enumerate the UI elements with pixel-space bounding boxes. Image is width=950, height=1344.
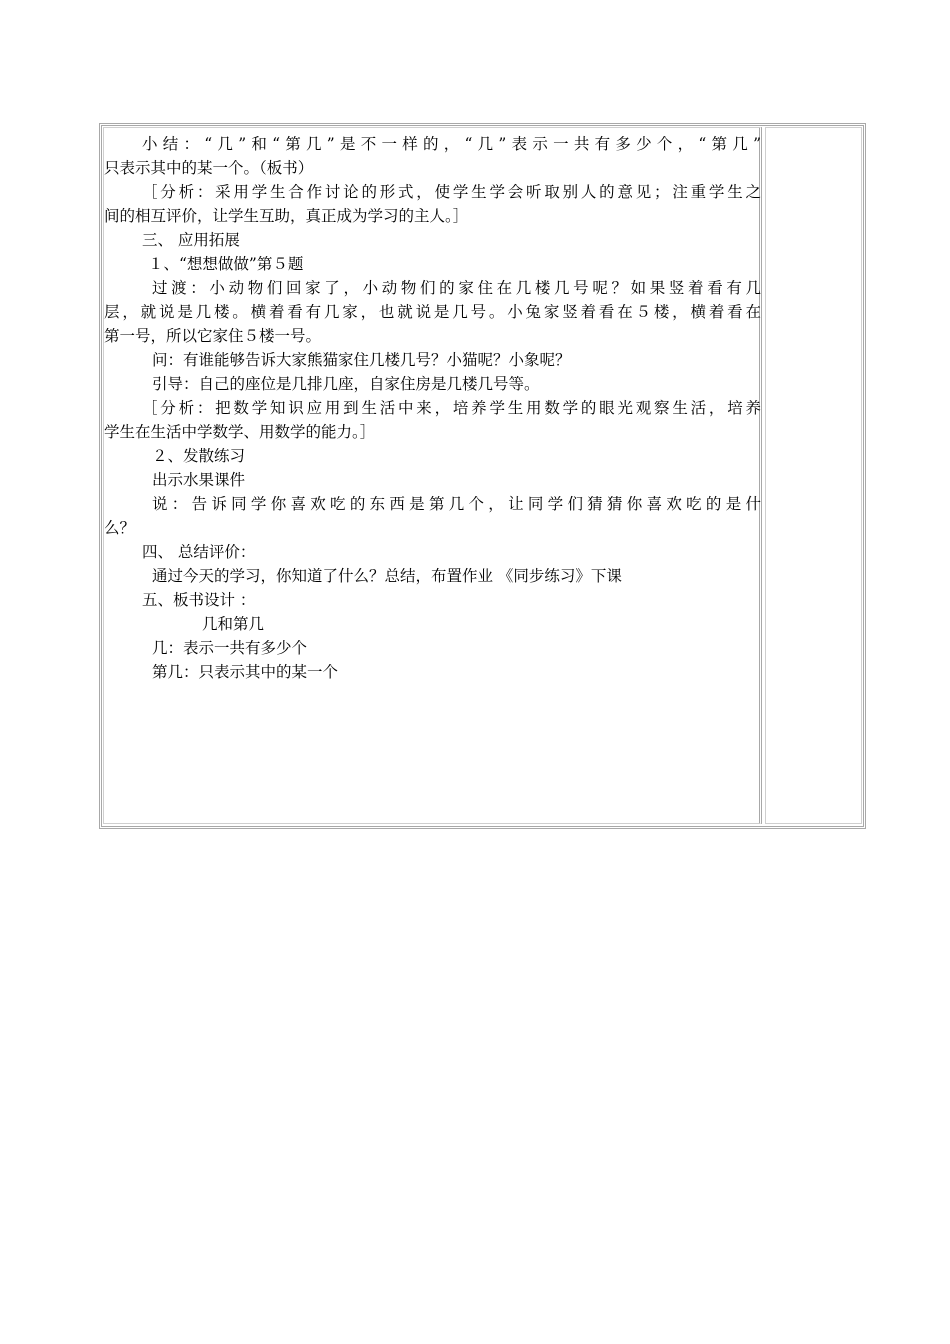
line-section-4: 四、 总结评价： (142, 543, 256, 561)
line-summary-2: 只表示其中的某一个。（板书） (104, 159, 314, 177)
content-cell (103, 127, 762, 824)
line-transition-2: 层，就说是几楼。横着看有几家，也就说是几号。小兔家竖着看在５楼，横着看在 (104, 303, 761, 321)
line-section-3: 三、 应用拓展 (142, 231, 240, 249)
line-item-2: ２、发散练习 (152, 447, 246, 465)
line-analysis-2b: 学生在生活中学数学、用数学的能力。］ (104, 423, 376, 441)
line-say-2: 么？ (104, 519, 136, 537)
line-guide: 引导：自己的座位是几排几座，自家住房是几楼几号等。 (152, 375, 540, 393)
line-analysis-1a: ［分析：采用学生合作讨论的形式，使学生学会听取别人的意见；注重学生之 (142, 183, 761, 201)
line-section-5: 五、板书设计 ： (142, 591, 256, 609)
line-show-courseware: 出示水果课件 (152, 471, 246, 489)
line-analysis-2a: ［分析：把数学知识应用到生活中来，培养学生用数学的眼光观察生活，培养 (142, 399, 761, 417)
line-analysis-1b: 间的相互评价，让学生互助，真正成为学习的主人。］ (104, 207, 469, 225)
side-cell (765, 127, 862, 824)
line-say-1: 说：告诉同学你喜欢吃的东西是第几个，让同学们猜猜你喜欢吃的是什 (152, 495, 761, 513)
line-transition-1: 过渡：小动物们回家了，小动物们的家住在几楼几号呢？如果竖着看有几 (152, 279, 761, 297)
board-line-2: 第几：只表示其中的某一个 (152, 663, 339, 681)
line-question: 问：有谁能够告诉大家熊猫家住几楼几号？小猫呢？小象呢？ (152, 351, 571, 369)
line-transition-3: 第一号，所以它家住５楼一号。 (104, 327, 322, 345)
line-summary-1: 小结：“几”和“第几”是不一样的，“几”表示一共有多少个，“第几” (142, 135, 761, 153)
board-line-1: 几：表示一共有多少个 (152, 639, 308, 657)
line-summary-homework: 通过今天的学习，你知道了什么？总结，布置作业 《同步练习》下课 (152, 567, 622, 585)
lesson-plan-table (99, 123, 866, 829)
line-item-1: １、“想想做做”第５题 (148, 255, 304, 273)
board-title: 几和第几 (202, 615, 265, 633)
